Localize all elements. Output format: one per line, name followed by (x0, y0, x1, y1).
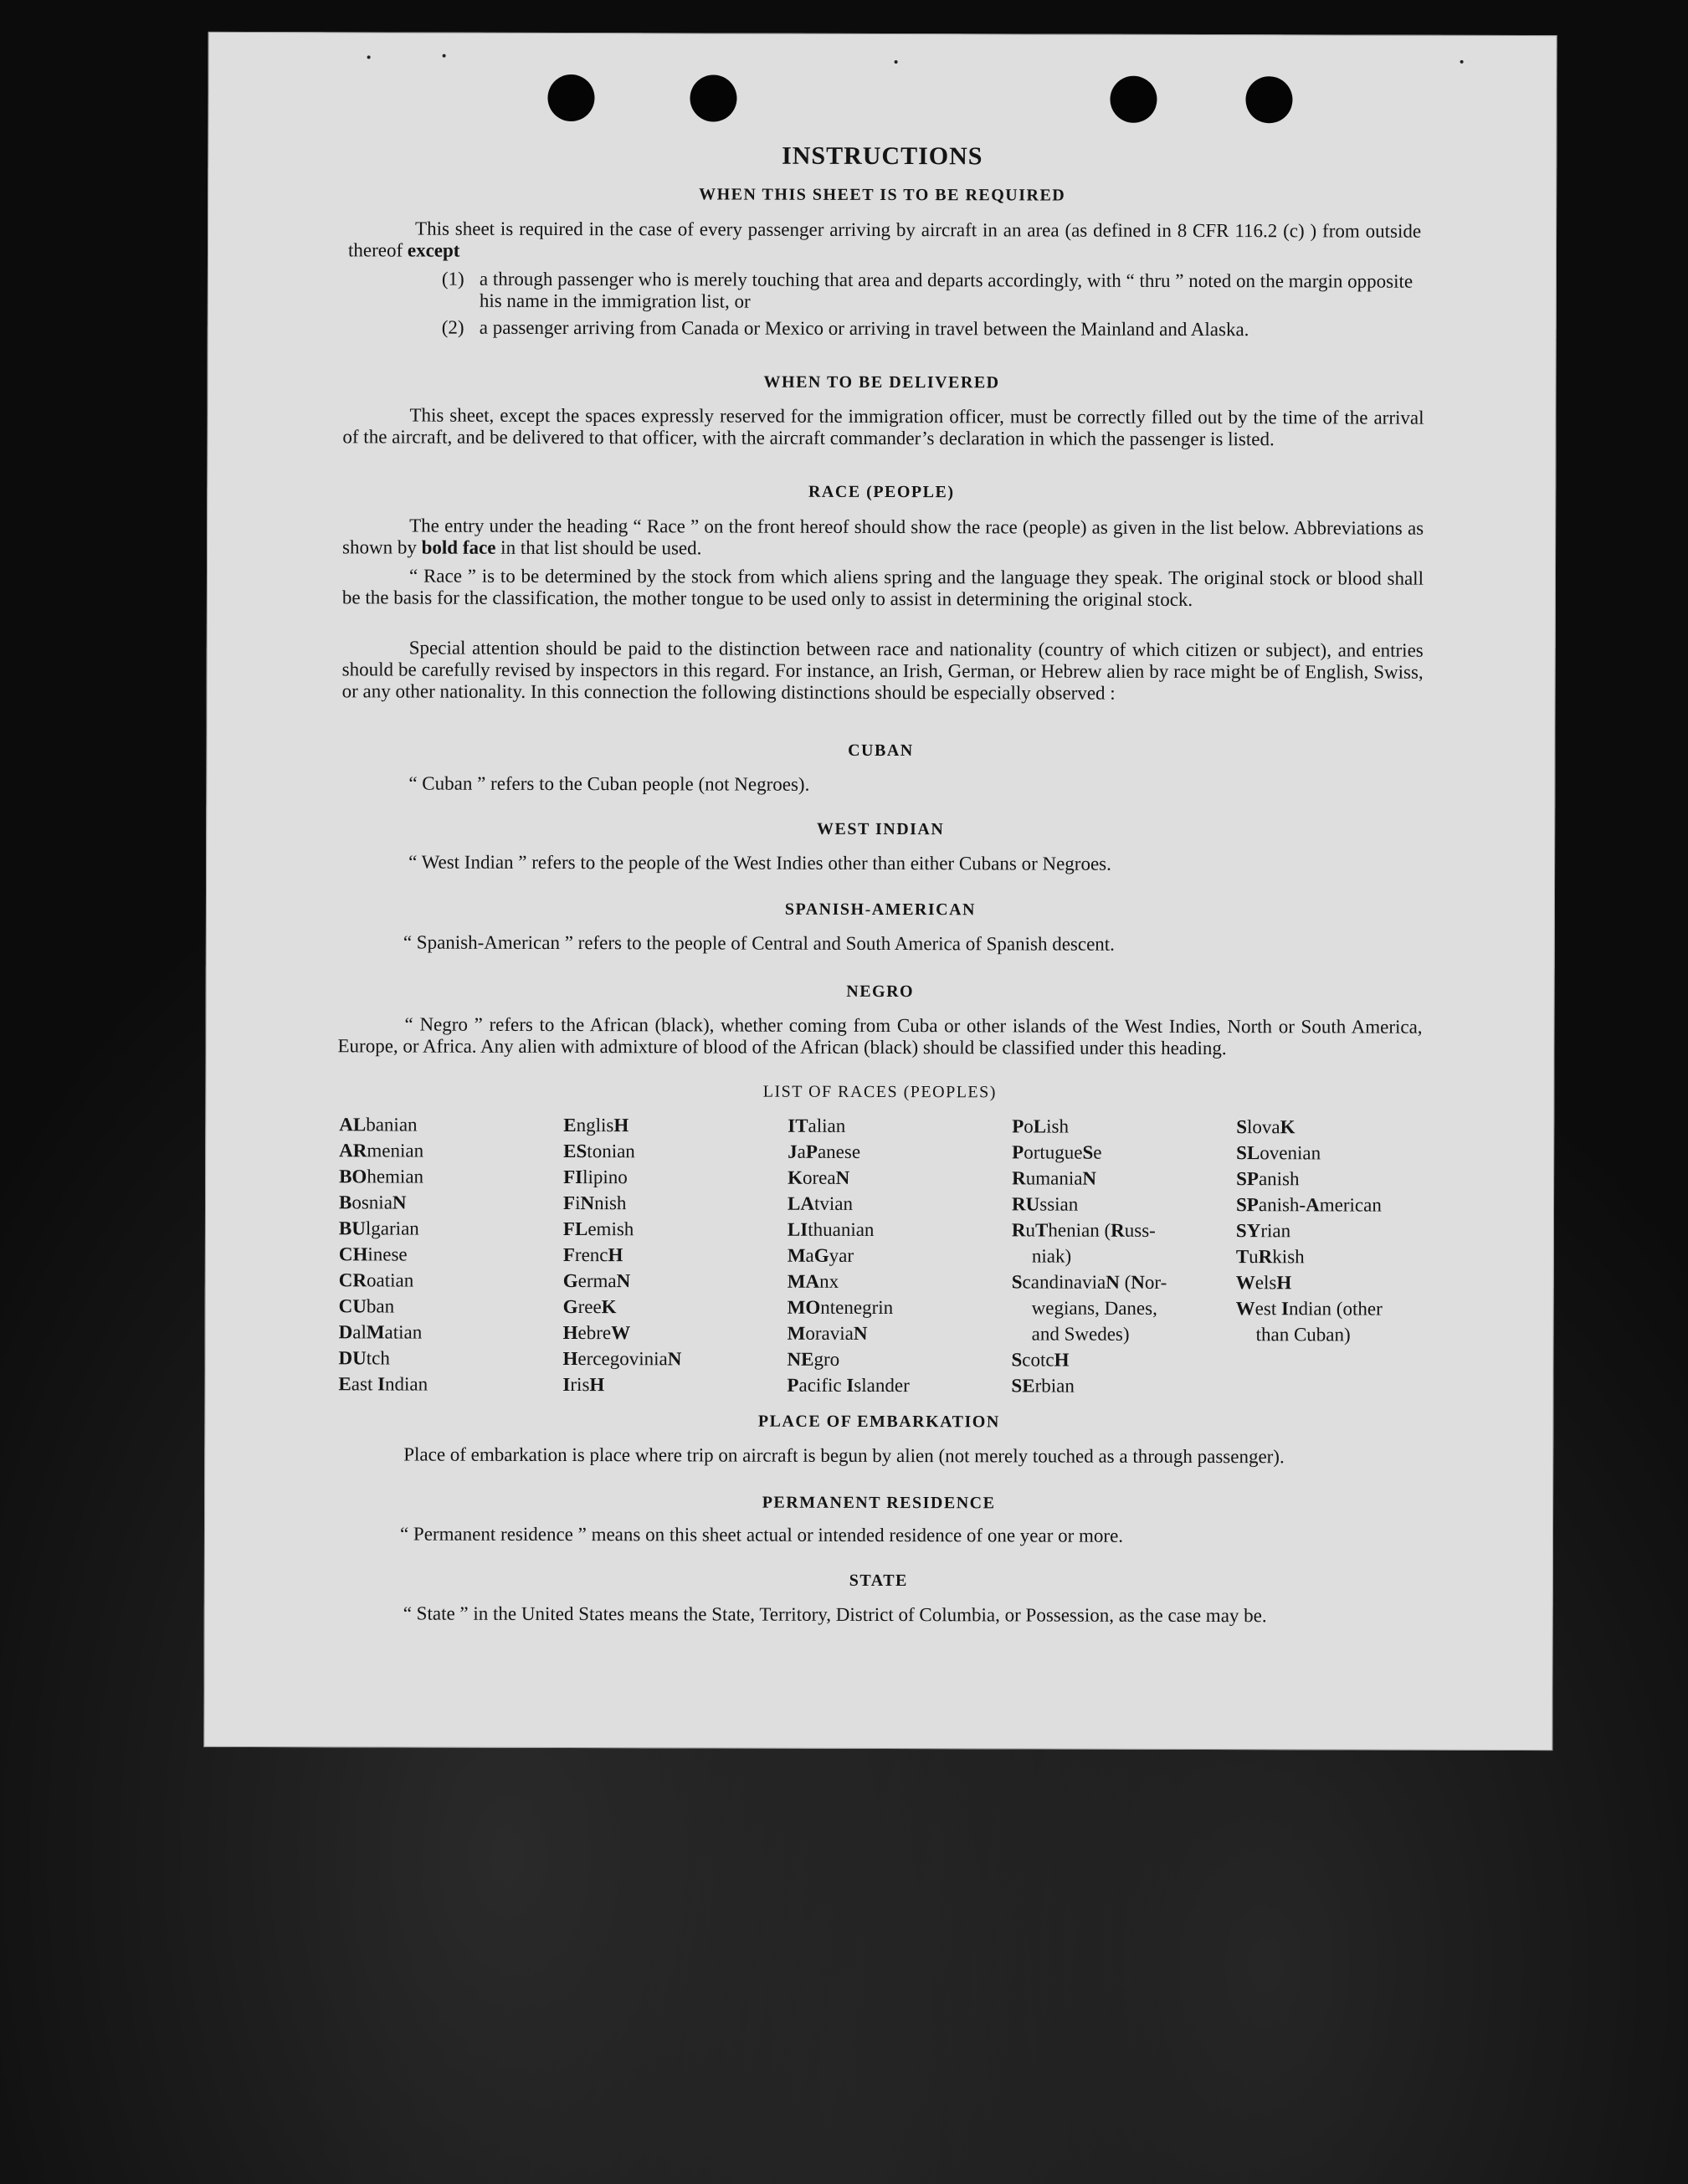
document-sheet (203, 32, 1557, 1751)
residence-text: “ Permanent residence ” means on this sheet actual or intended residence of one year or more. (399, 1523, 1124, 1546)
race-entry: wegians, Danes, (1031, 1297, 1157, 1319)
race-entry: DalMatian (338, 1321, 423, 1343)
heading-spanish-american: SPANISH-AMERICAN (784, 900, 977, 920)
race-entry: West Indian (other (1235, 1298, 1383, 1320)
race-entry: IrisH (562, 1374, 605, 1396)
races-column (787, 1113, 1013, 1399)
race-entry: MaGyar (787, 1244, 854, 1266)
race-paragraph-1 (342, 515, 1424, 561)
when-delivered-text: This sheet, except the spaces expressly reserved for the immigration officer, must be correctly filled out by the time of the arrival of the aircraft, and be delivered to that officer, with the aircraft commander’s declaration in which the passenger is listed. (342, 404, 1424, 450)
race-entry: SPanish (1236, 1168, 1300, 1190)
heading-residence: PERMANENT RESIDENCE (762, 1493, 996, 1513)
state-text: “ State ” in the United States means the State, Territory, District of Columbia, or Possession, as the case may be. (403, 1602, 1267, 1627)
race-paragraph-2: “ Race ” is to be determined by the stock from which aliens spring and the language they speak. The original stock or blood shall be the basis for the classification, the mother tongue to be used only to assist in determining the original stock. (341, 565, 1424, 610)
race-entry: CHinese (338, 1243, 408, 1265)
instructions-content (203, 32, 1557, 1751)
race-entry: JaPanese (788, 1141, 861, 1162)
race-entry: MAnx (787, 1270, 839, 1292)
race-entry: RUssian (1011, 1193, 1079, 1215)
heading-embarkation: PLACE OF EMBARKATION (757, 1412, 1000, 1432)
heading-list-of-races: LIST OF RACES (PEOPLES) (762, 1082, 997, 1102)
race-entry: ScandinaviaN (Nor- (1011, 1271, 1167, 1293)
embarkation-text: Place of embarkation is place where trip on aircraft is begun by alien (not merely touched as a through passenger). (403, 1443, 1285, 1468)
exception-number: (1) (441, 268, 464, 290)
race-entry: CRoatian (338, 1269, 414, 1291)
negro-text: “ Negro ” refers to the African (black), whether coming from Cuba or other islands of the West Indies, North or South America, Europe, or Africa. Any alien with admixture of blood of the African (black) should be classified under this heading. (337, 1013, 1423, 1059)
race-entry: BOhemian (339, 1166, 424, 1187)
race-entry: EStonian (563, 1141, 635, 1162)
race-entry: HercegoviniaN (562, 1348, 682, 1370)
exception-item-2 (441, 316, 1425, 341)
when-required-intro-text: This sheet is required in the case of every passenger arriving by aircraft in an area (as defined in 8 CFR 116.2 (c) ) from outside thereof (347, 218, 1422, 261)
races-column (1236, 1114, 1463, 1348)
race-entry: SlovaK (1236, 1116, 1296, 1138)
heading-west-indian: WEST INDIAN (817, 819, 945, 839)
race-entry: RumaniaN (1012, 1167, 1097, 1189)
race-entry: FLemish (562, 1218, 634, 1240)
races-column (562, 1112, 789, 1398)
race-entry: ALbanian (339, 1114, 418, 1136)
race-entry: and Swedes) (1031, 1323, 1130, 1345)
heading-state: STATE (849, 1571, 908, 1591)
west-indian-text: “ West Indian ” refers to the people of the West Indies other than either Cubans or Negroes. (408, 851, 1111, 874)
race-entry: CUban (338, 1295, 395, 1317)
race-entry: WelsH (1235, 1272, 1292, 1294)
race-entry: SLovenian (1236, 1142, 1321, 1164)
race-entry: RuThenian (Russ- (1011, 1219, 1156, 1241)
heading-when-delivered: WHEN TO BE DELIVERED (763, 372, 1000, 392)
race-p1-text-end: in that list should be used. (495, 536, 702, 559)
race-entry: PortugueSe (1012, 1141, 1102, 1163)
race-entry: MoraviaN (787, 1322, 868, 1344)
race-entry: SPanish-American (1235, 1194, 1382, 1216)
race-entry: TuRkish (1235, 1246, 1305, 1268)
race-entry: DUtch (338, 1347, 390, 1369)
race-entry: FIlipino (563, 1166, 628, 1188)
race-entry: GreeK (562, 1296, 617, 1318)
race-entry: niak) (1031, 1245, 1072, 1267)
exception-text: a through passenger who is merely touching that area and departs accordingly, with “ thru ” noted on the margin opposite his name in the immigration list, or (479, 268, 1414, 312)
races-column (338, 1111, 565, 1397)
race-entry: MOntenegrin (787, 1296, 894, 1319)
cuban-text: “ Cuban ” refers to the Cuban people (not Negroes). (408, 772, 810, 795)
race-entry: SErbian (1011, 1375, 1075, 1397)
race-entry: ScotcH (1011, 1349, 1070, 1371)
race-entry: East Indian (338, 1373, 428, 1395)
race-entry: FiNnish (562, 1192, 627, 1214)
races-column (1011, 1113, 1238, 1399)
race-entry: ITalian (788, 1115, 846, 1136)
races-list (338, 1111, 1444, 1397)
race-p1-text: The entry under the heading “ Race ” on the front hereof should show the race (people) as given in the list below. Abbreviations as shown by (342, 515, 1424, 558)
race-entry: FrencH (562, 1244, 623, 1266)
exception-text: a passenger arriving from Canada or Mexico or arriving in travel between the Mainland and Alaska. (479, 316, 1249, 341)
race-entry: LIthuanian (787, 1218, 875, 1240)
race-entry: BUlgarian (338, 1218, 419, 1239)
race-entry: BosniaN (338, 1192, 407, 1213)
race-entry: KoreaN (788, 1166, 850, 1188)
race-entry: ARmenian (339, 1140, 424, 1161)
race-p1-bold: bold face (421, 536, 496, 558)
when-required-intro (348, 218, 1421, 264)
spanish-american-text: “ Spanish-American ” refers to the people of Central and South America of Spanish descent. (403, 931, 1115, 955)
race-entry: HebreW (562, 1322, 631, 1344)
race-entry: than Cuban) (1255, 1324, 1351, 1346)
race-entry: EnglisH (563, 1115, 629, 1136)
race-entry: NEgro (787, 1348, 840, 1370)
exception-number: (2) (441, 316, 464, 338)
heading-when-required: WHEN THIS SHEET IS TO BE REQUIRED (699, 185, 1066, 205)
race-entry: SYrian (1235, 1220, 1291, 1242)
heading-cuban: CUBAN (848, 741, 914, 761)
exception-item-1 (441, 268, 1425, 315)
page-title: INSTRUCTIONS (782, 141, 983, 171)
race-entry: PoLish (1012, 1115, 1070, 1137)
heading-race: RACE (PEOPLE) (808, 482, 955, 502)
when-required-intro-bold: except (407, 239, 460, 261)
race-entry: GermaN (562, 1270, 631, 1292)
race-entry: LAtvian (787, 1192, 854, 1214)
heading-negro: NEGRO (846, 982, 915, 1002)
race-paragraph-3: Special attention should be paid to the distinction between race and nationality (country of which citizen or subject), and entries should be carefully revised by inspectors in this regard. For instance, an Irish, German, or Hebrew alien by race might be of English, Swiss, or any other nationality. In this connection the following distinctions should be especially observed : (341, 637, 1424, 704)
race-entry: Pacific Islander (787, 1374, 910, 1397)
